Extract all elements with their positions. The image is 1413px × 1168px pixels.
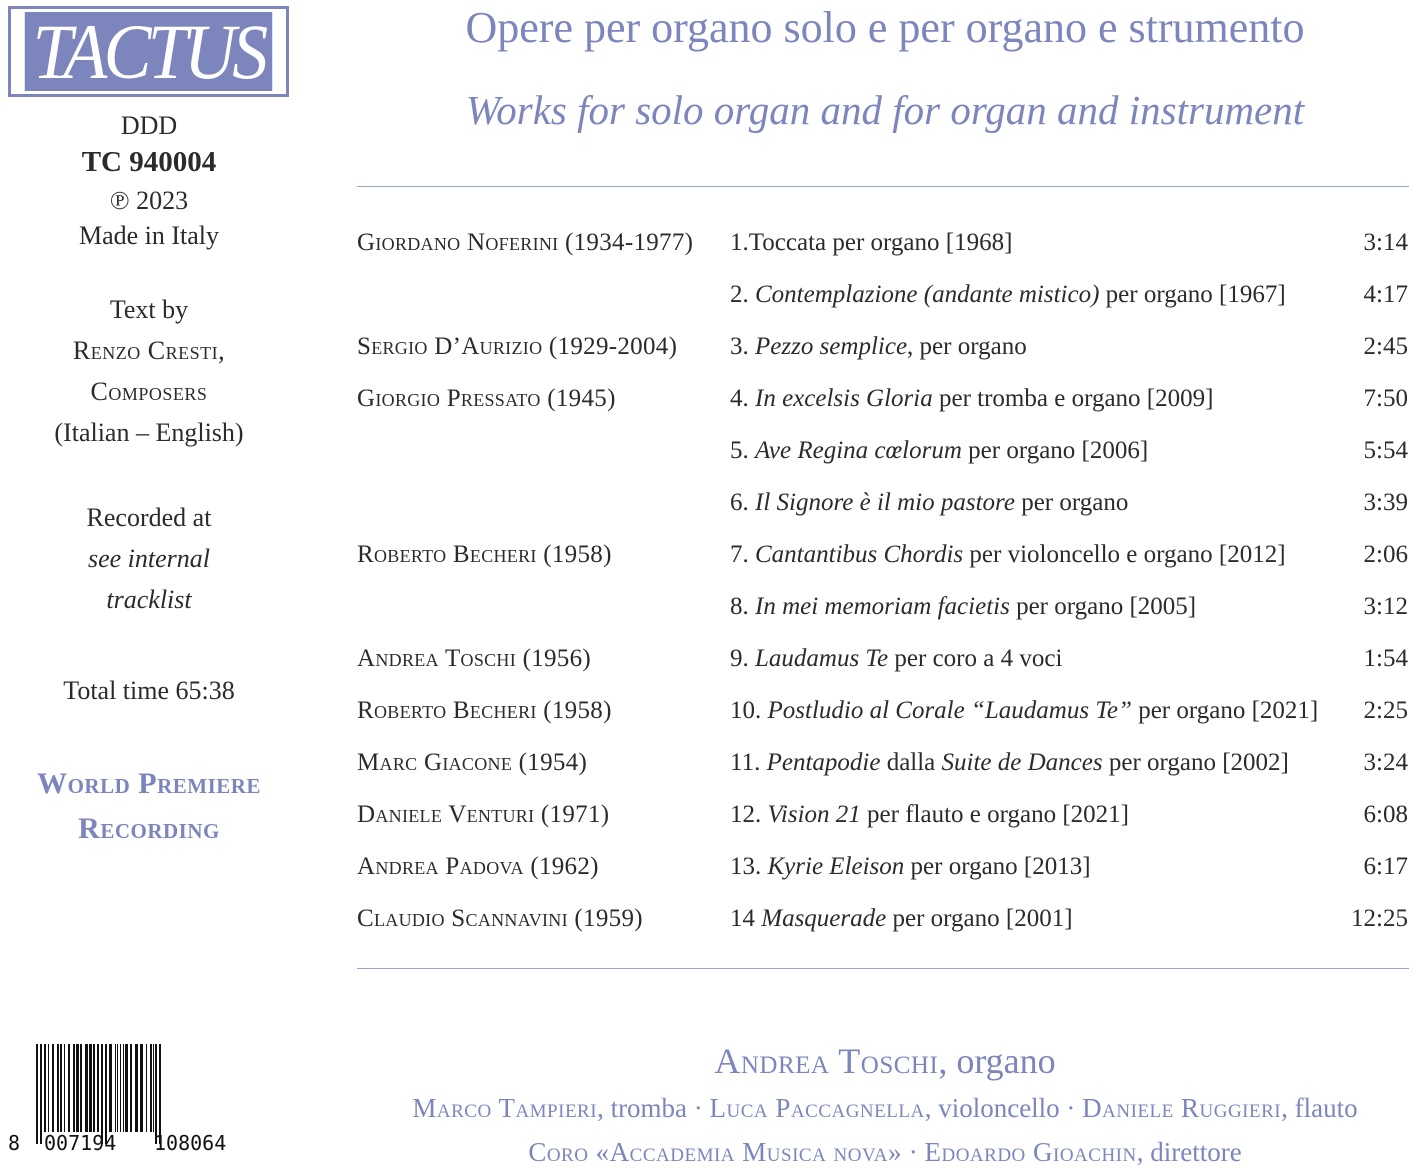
track-row (0, 905, 1413, 945)
track-title-work-italic: Pezzo semplice (755, 333, 908, 360)
recording-label: Recording (78, 812, 220, 845)
track-title-rest: per tromba e organo [2009] (932, 385, 1214, 412)
barcode-bar (97, 1044, 99, 1132)
track-duration: 3:24 (1363, 749, 1408, 776)
track-title (730, 489, 1128, 517)
barcode-bar (85, 1044, 88, 1132)
barcode-bar (140, 1044, 143, 1132)
barcode-bar (57, 1044, 59, 1132)
track-title-work-italic: Il Signore è il mio pastore (755, 489, 1015, 516)
main-performer (357, 1040, 1413, 1082)
track-duration: 1:54 (1363, 645, 1408, 672)
barcode-bar (73, 1044, 75, 1132)
track-title-num: 7. (730, 541, 755, 568)
barcode-bar (93, 1044, 95, 1132)
track-duration: 2:45 (1363, 333, 1408, 360)
track-row (0, 697, 1413, 737)
track-composer: Roberto Becheri (1958) (357, 697, 612, 724)
track-title-num: 8. (730, 593, 755, 620)
barcode (8, 1044, 283, 1154)
track-title-work-italic2: Suite de Dances (941, 749, 1103, 776)
track-title-work-italic: Contemplazione (andante mistico) (755, 281, 1100, 308)
track-title-num: 3. (730, 333, 755, 360)
track-title-num: 2. (730, 281, 755, 308)
choir-line (357, 1137, 1413, 1168)
track-title (730, 905, 1073, 933)
track-row (0, 385, 1413, 425)
track-title (730, 749, 1289, 777)
track-row (0, 645, 1413, 685)
barcode-bar (44, 1044, 46, 1132)
performer-1-role: , tromba · (597, 1093, 710, 1123)
album-title-italian: Opere per organo solo e per organo e strumento (465, 3, 1305, 52)
performer-2-role: , violoncello · (924, 1093, 1083, 1123)
barcode-bar (159, 1044, 161, 1144)
track-composer: Daniele Venturi (1971) (357, 801, 610, 828)
text-by-composers: Composers (90, 377, 208, 406)
conductor-name: Edoardo Gioachin (924, 1137, 1137, 1167)
track-title-rest: per flauto e organo [2021] (860, 801, 1129, 828)
logo-text: TACTUS (25, 12, 272, 91)
tactus-logo (8, 6, 289, 97)
performer-3-role: , flauto (1281, 1093, 1358, 1123)
text-by-label: Text by (109, 295, 189, 324)
track-duration: 6:08 (1363, 801, 1408, 828)
track-title-work-italic: Kyrie Eleison (767, 853, 905, 880)
track-composer: Andrea Padova (1962) (357, 853, 599, 880)
track-title-work-italic: Postludio al Corale “Laudamus Te” (767, 697, 1132, 724)
recorded-note-1: see internal (87, 544, 211, 573)
main-performer-name: Andrea Toschi (714, 1041, 939, 1081)
track-title (730, 229, 1012, 257)
barcode-digits: 007194 (44, 1131, 117, 1154)
track-title-num: 10. (730, 697, 768, 724)
track-title (730, 801, 1129, 829)
barcode-bar (52, 1044, 54, 1132)
barcode-bar (115, 1044, 116, 1132)
track-title-rest: per violoncello e organo [2012] (963, 541, 1286, 568)
track-duration: 5:54 (1363, 437, 1408, 464)
barcode-bar (76, 1044, 79, 1132)
total-time: Total time 65:38 (63, 676, 235, 705)
track-duration: 2:06 (1363, 541, 1408, 568)
track-title-rest: per organo (1014, 489, 1129, 516)
track-duration: 3:14 (1363, 229, 1408, 256)
track-title-work-italic: Masquerade (761, 905, 887, 932)
track-title (730, 333, 1027, 361)
track-title-rest: dalla (880, 749, 942, 776)
barcode-bar (105, 1044, 107, 1144)
track-title-rest: per organo [2006] (961, 437, 1149, 464)
track-title-num: 11. (730, 749, 767, 776)
barcode-bar (89, 1044, 92, 1132)
track-title (730, 697, 1318, 725)
track-row (0, 229, 1413, 269)
track-title-rest: , per organo (907, 333, 1027, 360)
track-row (0, 437, 1413, 477)
barcode-bar (125, 1044, 128, 1132)
track-row (0, 541, 1413, 581)
track-duration: 3:39 (1363, 489, 1408, 516)
barcode-bar (135, 1044, 138, 1132)
barcode-digits: 108064 (154, 1131, 227, 1154)
track-title-num: 12. (730, 801, 768, 828)
barcode-bar (120, 1044, 121, 1132)
track-composer: Sergio D’Aurizio (1929-2004) (357, 333, 678, 360)
track-duration: 12:25 (1351, 905, 1408, 932)
catalog-number: TC 940004 (81, 146, 217, 178)
barcode-bar (123, 1044, 124, 1132)
track-row (0, 853, 1413, 893)
track-title-work-italic: Cantantibus Chordis (755, 541, 964, 568)
world-premiere-label: World Premiere (37, 767, 261, 800)
track-title-work-italic: Ave Regina cœlorum (755, 437, 962, 464)
booklet-languages: (Italian – English) (54, 418, 244, 447)
track-title-num: 13. (730, 853, 768, 880)
track-title (730, 853, 1091, 881)
barcode-bar (150, 1044, 152, 1132)
conductor-role: , direttore (1136, 1137, 1242, 1167)
track-title-rest: per organo [2021] (1131, 697, 1319, 724)
performer-2-name: Luca Paccagnella (709, 1093, 925, 1123)
track-title-work-italic: Vision 21 (767, 801, 861, 828)
track-title-work: Toccata per organo [1968] (748, 229, 1013, 256)
barcode-bar (40, 1044, 42, 1144)
track-composer: Andrea Toschi (1956) (357, 645, 592, 672)
track-row (0, 749, 1413, 789)
track-composer: Giorgio Pressato (1945) (357, 385, 616, 412)
barcode-bar (68, 1044, 70, 1132)
track-title-work-italic: In mei memoriam facietis (755, 593, 1010, 620)
track-title-work-italic: Laudamus Te (755, 645, 889, 672)
track-composer: Claudio Scannavini (1959) (357, 905, 643, 932)
bottom-divider (357, 968, 1409, 969)
track-title-rest: per organo [1967] (1099, 281, 1286, 308)
track-row (0, 593, 1413, 633)
track-title-rest: per coro a 4 voci (888, 645, 1063, 672)
track-title-rest: per organo [2001] (886, 905, 1073, 932)
track-duration: 4:17 (1363, 281, 1408, 308)
track-title-rest: per organo [2013] (904, 853, 1091, 880)
track-title (730, 385, 1213, 413)
barcode-bar (153, 1044, 154, 1132)
track-title (730, 593, 1196, 621)
track-title-num: 6. (730, 489, 755, 516)
barcode-bar (101, 1044, 103, 1144)
barcode-bar (155, 1044, 157, 1144)
track-title (730, 281, 1286, 309)
track-duration: 2:25 (1363, 697, 1408, 724)
barcode-bar (60, 1044, 62, 1132)
ddd-label: DDD (120, 111, 178, 140)
track-title-work-italic: In excelsis Gloria (755, 385, 933, 412)
barcode-bar (64, 1044, 65, 1132)
track-title-num: 5. (730, 437, 755, 464)
top-divider (357, 186, 1409, 187)
barcode-bars (8, 1044, 283, 1154)
barcode-bar (48, 1044, 49, 1132)
track-composer: Marc Giacone (1954) (357, 749, 588, 776)
track-row (0, 281, 1413, 324)
recorded-note-2: tracklist (106, 585, 192, 614)
barcode-bar (146, 1044, 147, 1132)
barcode-bar (117, 1044, 118, 1132)
track-composer: Roberto Becheri (1958) (357, 541, 612, 568)
track-title-rest2: per organo [2002] (1102, 749, 1289, 776)
track-duration: 6:17 (1363, 853, 1408, 880)
track-row (0, 489, 1413, 532)
barcode-bar (36, 1044, 38, 1144)
performer-1-name: Marco Tampieri (412, 1093, 598, 1123)
made-in-italy: Made in Italy (78, 221, 220, 250)
track-title-rest: per organo [2005] (1009, 593, 1197, 620)
track-row (0, 801, 1413, 841)
track-title-num: 4. (730, 385, 755, 412)
track-title (730, 645, 1062, 673)
track-composer: Giordano Noferini (1934-1977) (357, 229, 694, 256)
track-title-work-italic: Pentapodie (766, 749, 881, 776)
track-title-num: 9. (730, 645, 755, 672)
track-duration: 7:50 (1363, 385, 1408, 412)
barcode-digits: 8 (8, 1131, 21, 1154)
track-title-num: 14 (730, 905, 762, 932)
performer-3-name: Daniele Ruggieri (1082, 1093, 1282, 1123)
text-by-author: Renzo Cresti, (72, 336, 226, 365)
track-title (730, 437, 1148, 465)
track-title (730, 541, 1286, 569)
main-performer-role: , organo (938, 1041, 1056, 1081)
barcode-bar (80, 1044, 82, 1132)
barcode-bar (130, 1044, 132, 1132)
recorded-label: Recorded at (86, 503, 212, 532)
choir-separator: · (901, 1137, 925, 1167)
album-title-english: Works for solo organ and for organ and instrument (465, 87, 1305, 133)
barcode-bar (109, 1044, 112, 1132)
choir-name: Coro «Accademia Musica nova» (528, 1137, 902, 1167)
track-title-num: 1. (730, 229, 749, 256)
instrumentalists (357, 1093, 1413, 1124)
track-row (0, 333, 1413, 373)
track-duration: 3:12 (1363, 593, 1408, 620)
copyright-year: ℗ 2023 (109, 186, 189, 215)
